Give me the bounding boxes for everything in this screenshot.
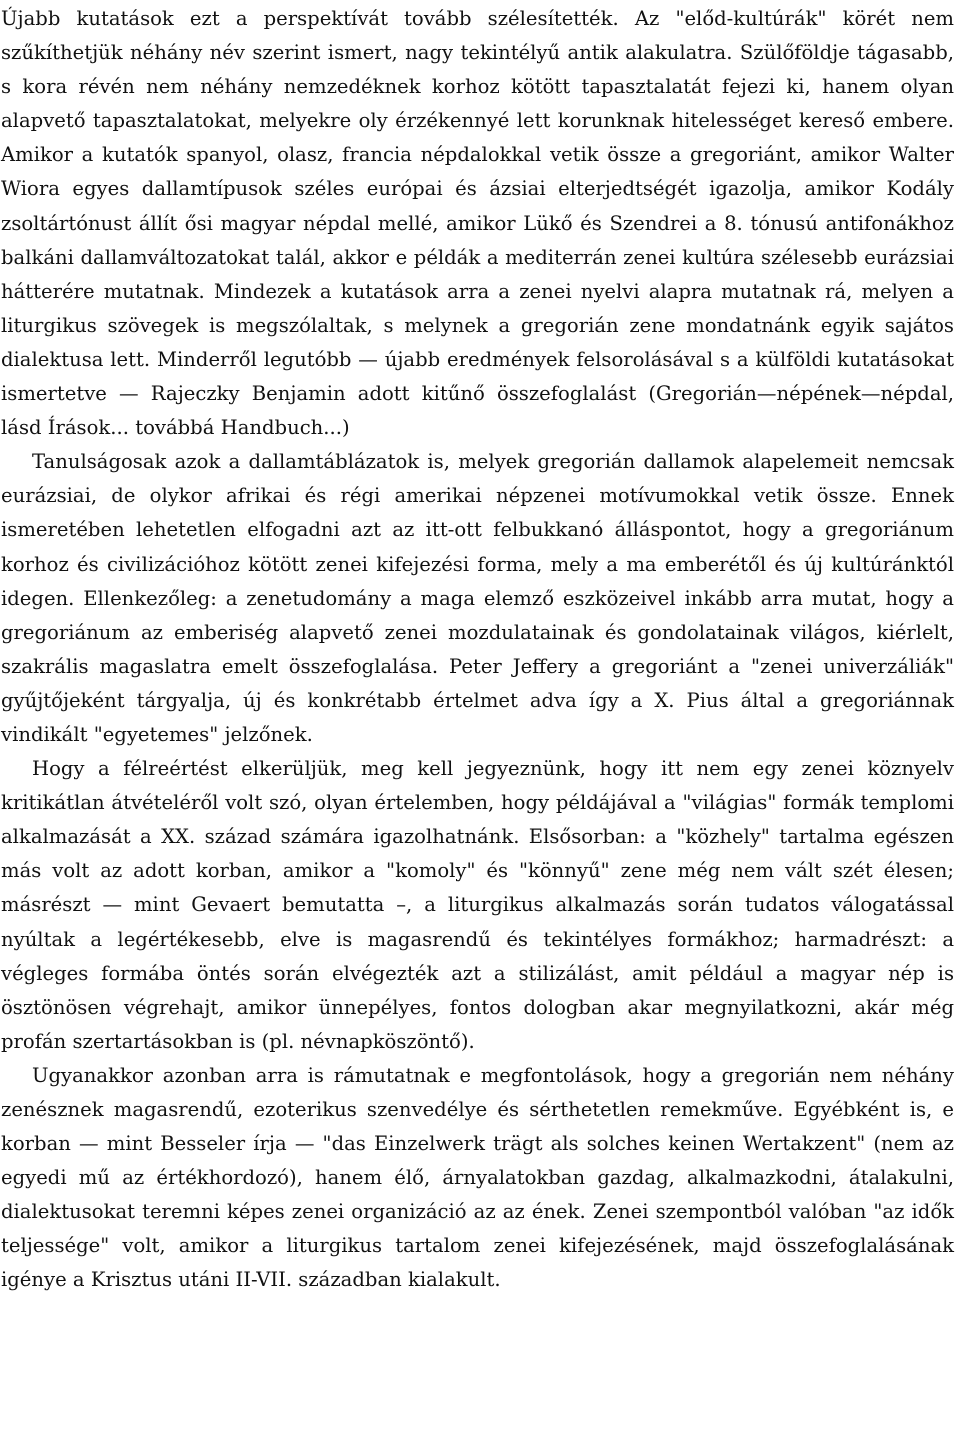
paragraph-4: Ugyanakkor azonban arra is rámutatnak e megfontolások, hogy a gregorián nem néhány zenésznek magasrendű, ezoterikus szenvedélye és sérthetetlen remekműve. Egyébként is, e korban — mint Besseler írja — "das Einzelwerk trägt als solches keinen Wertakzent" (nem az egyedi mű az értékhordozó), hanem élő, árnyalatokban gazdag, alkalmazkodni, átalakulni, dialektusokat teremni képes zenei organizáció az az ének. Zenei szempontból valóban "az idők teljessége" volt, amikor a liturgikus tartalom zenei kifejezésének, majd összefoglalásának igénye a Krisztus utáni II-VII. században kialakult.	[1, 1063, 954, 1292]
paragraph-1: Újabb kutatások ezt a perspektívát tovább szélesítették. Az "előd-kultúrák" körét nem szűkíthetjük néhány név szerint ismert, nagy tekintélyű antik alakulatra. Szülőföldje tágasabb, s kora révén nem néhány nemzedéknek korhoz kötött tapasztalatát fejezi ki, hanem olyan alapvető tapasztalatokat, melyekre oly érzékennyé lett korunknak hitelességet kereső embere. Amikor a kutatók spanyol, olasz, francia népdalokkal vetik össze a gregoriánt, amikor Walter Wiora egyes dallamtípusok széles európai és ázsiai elterjedtségét igazolja, amikor Kodály zsoltártónust állít ősi magyar népdal mellé, amikor Lükő és Szendrei a 8. tónusú antifonákhoz balkáni dallamváltozatokat talál, akkor e példák a mediterrán zenei kultúra szélesebb eurázsiai hátterére mutatnak. Mindezek a kutatások arra a zenei nyelvi alapra mutatnak rá, melyen a liturgikus szövegek is megszólaltak, s melynek a gregorián zene mondatnánk egyik sajátos dialektusa lett. Minderről legutóbb — újabb eredmények felsorolásával s a külföldi kutatásokat ismertetve — Rajeczky Benjamin adott kitűnő összefoglalást (Gregorián—népének—népdal, lásd Írások... továbbá Handbuch...)	[1, 7, 954, 440]
paragraph-2: Tanulságosak azok a dallamtáblázatok is, melyek gregorián dallamok alapelemeit nemcsak eurázsiai, de olykor afrikai és régi amerikai népzenei motívumokkal vetik össze. Ennek ismeretében lehetetlen elfogadni azt az itt-ott felbukkanó álláspontot, hogy a gregoriánum korhoz és civilizációhoz kötött zenei kifejezési forma, mely a ma emberétől és új kultúránktól idegen. Ellenkezőleg: a zenetudomány a maga elemző eszközeivel inkább arra mutat, hogy a gregoriánum az emberiség alapvető zenei mozdulatainak és gondolatainak világos, kiérlelt, szakrális magaslatra emelt összefoglalása. Peter Jeffery a gregoriánt a "zenei univerzáliák" gyűjtőjeként tárgyalja, új és konkrétabb értelmet adva így a X. Pius által a gregoriánnak vindikált "egyetemes" jelzőnek.	[1, 450, 954, 746]
paragraph-3: Hogy a félreértést elkerüljük, meg kell jegyeznünk, hogy itt nem egy zenei köznyelv kritikátlan átvételéről volt szó, olyan értelemben, hogy példájával a "világias" formák templomi alkalmazását a XX. század számára igazolhatnánk. Elsősorban: a "közhely" tartalma egészen más volt az adott korban, amikor a "komoly" és "könnyű" zene még nem vált szét élesen; másrészt — mint Gevaert bemutatta –, a liturgikus alkalmazás során tudatos válogatással nyúltak a legértékesebb, elve is magasrendű és tekintélyes formákhoz; harmadrészt: a végleges formába öntés során elvégezték azt a stilizálást, amit például a magyar nép is ösztönösen végrehajt, amikor ünnepélyes, fontos dologban akar megnyilatkozni, akár még profán szertartásokban is (pl. névnapköszöntő).	[1, 757, 954, 1053]
